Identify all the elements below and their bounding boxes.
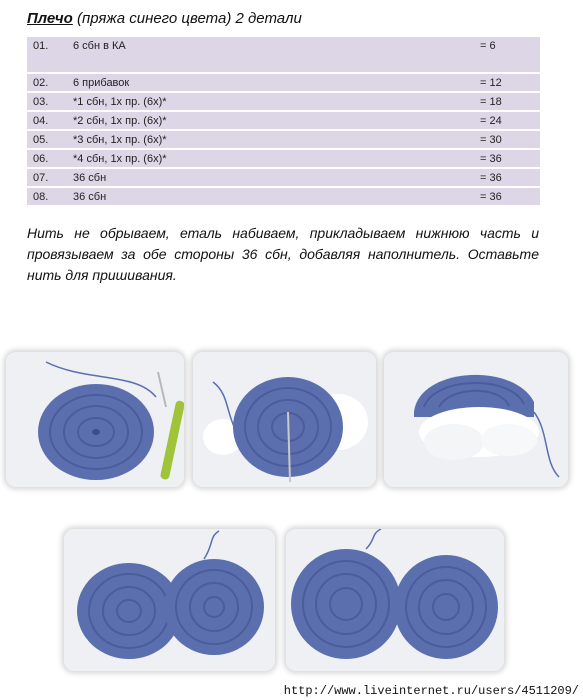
row-text: 6 сбн в КА [67,37,474,74]
row-number: 07. [27,169,67,188]
row-text: *3 сбн, 1х пр. (6х)* [67,131,474,150]
row-number: 05. [27,131,67,150]
photo-illustration [193,352,376,487]
row-text: 36 сбн [67,188,474,207]
row-number: 08. [27,188,67,207]
row-count: = 36 [474,169,540,188]
row-number: 04. [27,112,67,131]
row-text: *2 сбн, 1х пр. (6х)* [67,112,474,131]
pattern-rows-table [27,37,540,207]
row-count: = 6 [474,37,540,74]
title-rest: (пряжа синего цвета) 2 детали [72,10,302,27]
row-count: = 36 [474,188,540,207]
table-row [27,131,540,150]
row-number: 01. [27,37,67,74]
table-row [27,74,540,93]
table-row [27,112,540,131]
table-row [27,188,540,207]
table-row [27,93,540,112]
photo-illustration [64,529,275,671]
photo-stuffed-side-view [384,352,568,487]
table-row [27,150,540,169]
instructions-paragraph: Нить не обрываем, еталь набиваем, прикладываем нижнюю часть и провязываем за обе стороны 36 сбн, добавляя наполнитель. Оставьте нить для пришивания. [27,225,539,283]
title-bold: Плечо [27,10,73,27]
row-count: = 18 [474,93,540,112]
photo-illustration [6,352,184,487]
row-count: = 30 [474,131,540,150]
photo-circle-with-hook [6,352,184,487]
row-count: = 36 [474,150,540,169]
row-text: *4 сбн, 1х пр. (6х)* [67,150,474,169]
photo-illustration [286,529,504,671]
row-text: *1 сбн, 1х пр. (6х)* [67,93,474,112]
source-url[interactable]: http://www.liveinternet.ru/users/4511209/ [283,684,579,698]
photo-two-circles [286,529,504,671]
row-number: 03. [27,93,67,112]
row-number: 02. [27,74,67,93]
photo-illustration [384,352,568,487]
row-count: = 24 [474,112,540,131]
photo-stuffing-inside [193,352,376,487]
table-row [27,169,540,188]
table-row [27,37,540,74]
section-title [27,10,302,27]
row-text: 6 прибавок [67,74,474,93]
photo-two-domes [64,529,275,671]
row-text: 36 сбн [67,169,474,188]
row-number: 06. [27,150,67,169]
row-count: = 12 [474,74,540,93]
